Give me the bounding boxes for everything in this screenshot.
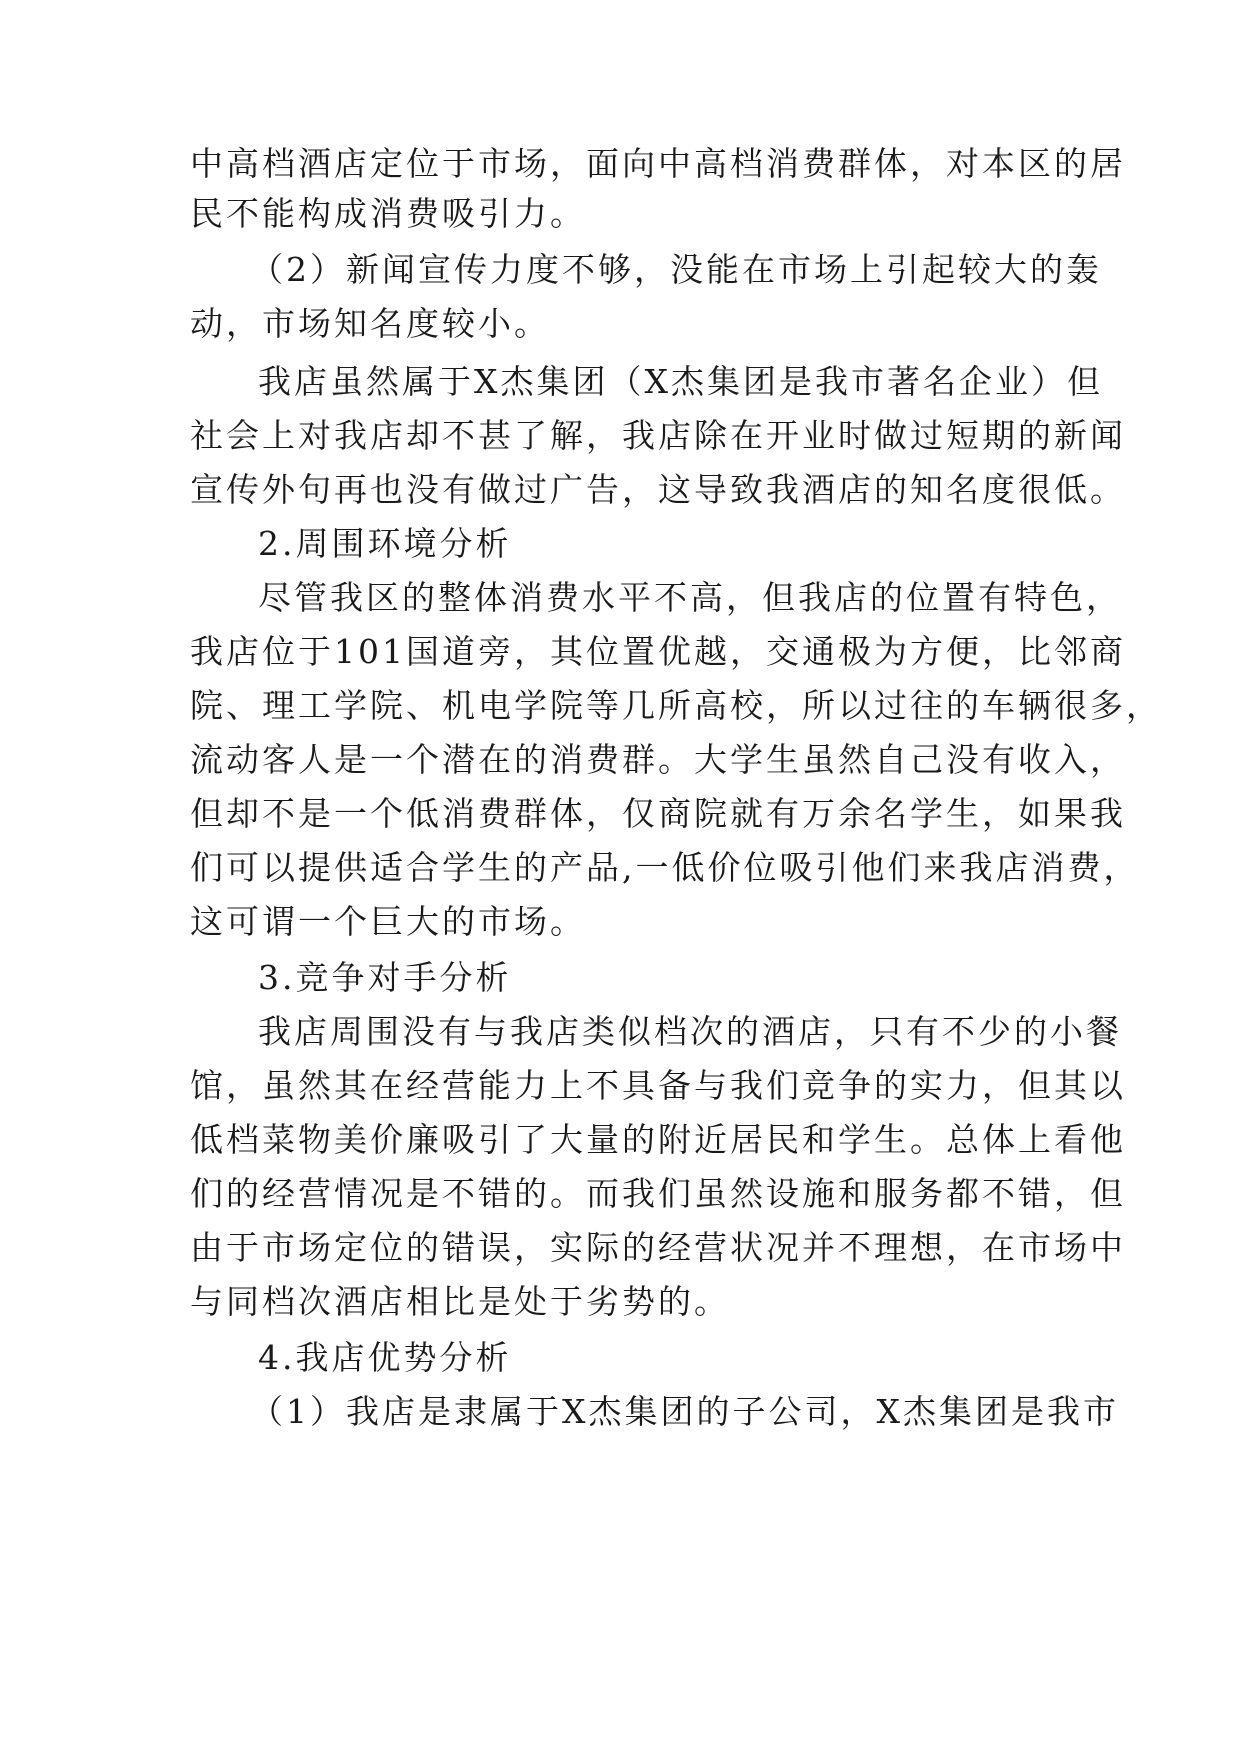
section-heading: 4.我店优势分析: [258, 1338, 512, 1377]
text-line: 民不能构成消费吸引力。: [190, 194, 586, 233]
text-line: 馆，虽然其在经营能力上不具备与我们竞争的实力，但其以: [190, 1066, 1126, 1105]
text-line: 们可以提供适合学生的产品,一低价位吸引他们来我店消费，: [190, 848, 1140, 887]
text-line: 社会上对我店却不甚了解，我店除在开业时做过短期的新闻: [190, 416, 1126, 455]
text-line: 由于市场定位的错误，实际的经营状况并不理想，在市场中: [190, 1228, 1126, 1267]
text-line: 这可谓一个巨大的市场。: [190, 902, 586, 941]
text-line: 们的经营情况是不错的。而我们虽然设施和服务都不错，但: [190, 1174, 1126, 1213]
text-line: 尽管我区的整体消费水平不高，但我店的位置有特色，: [258, 578, 1122, 617]
text-line: 动，市场知名度较小。: [190, 304, 550, 343]
text-line: 低档菜物美价廉吸引了大量的附近居民和学生。总体上看他: [190, 1120, 1126, 1159]
text-line: 我店虽然属于X杰集团（X杰集团是我市著名企业）但: [258, 362, 1103, 401]
text-line: 与同档次酒店相比是处于劣势的。: [190, 1282, 730, 1321]
section-heading: 3.竞争对手分析: [258, 958, 512, 997]
text-line: 但却不是一个低消费群体，仅商院就有万余名学生，如果我: [190, 794, 1126, 833]
text-line: 宣传外句再也没有做过广告，这导致我酒店的知名度很低。: [190, 470, 1126, 509]
text-line: 院、理工学院、机电学院等几所高校，所以过往的车辆很多，: [190, 686, 1162, 725]
text-line: 流动客人是一个潜在的消费群。大学生虽然自己没有收入，: [190, 740, 1126, 779]
text-line: 我店周围没有与我店类似档次的酒店，只有不少的小餐: [258, 1012, 1122, 1051]
section-heading: 2.周围环境分析: [258, 524, 512, 563]
text-line: （2）新闻宣传力度不够，没能在市场上引起较大的轰: [250, 250, 1102, 289]
text-line: （1）我店是隶属于X杰集团的子公司，X杰集团是我市: [250, 1392, 1119, 1431]
text-line: 中高档酒店定位于市场，面向中高档消费群体，对本区的居: [190, 144, 1126, 183]
text-line: 我店位于101国道旁，其位置优越，交通极为方便，比邻商: [190, 632, 1126, 671]
